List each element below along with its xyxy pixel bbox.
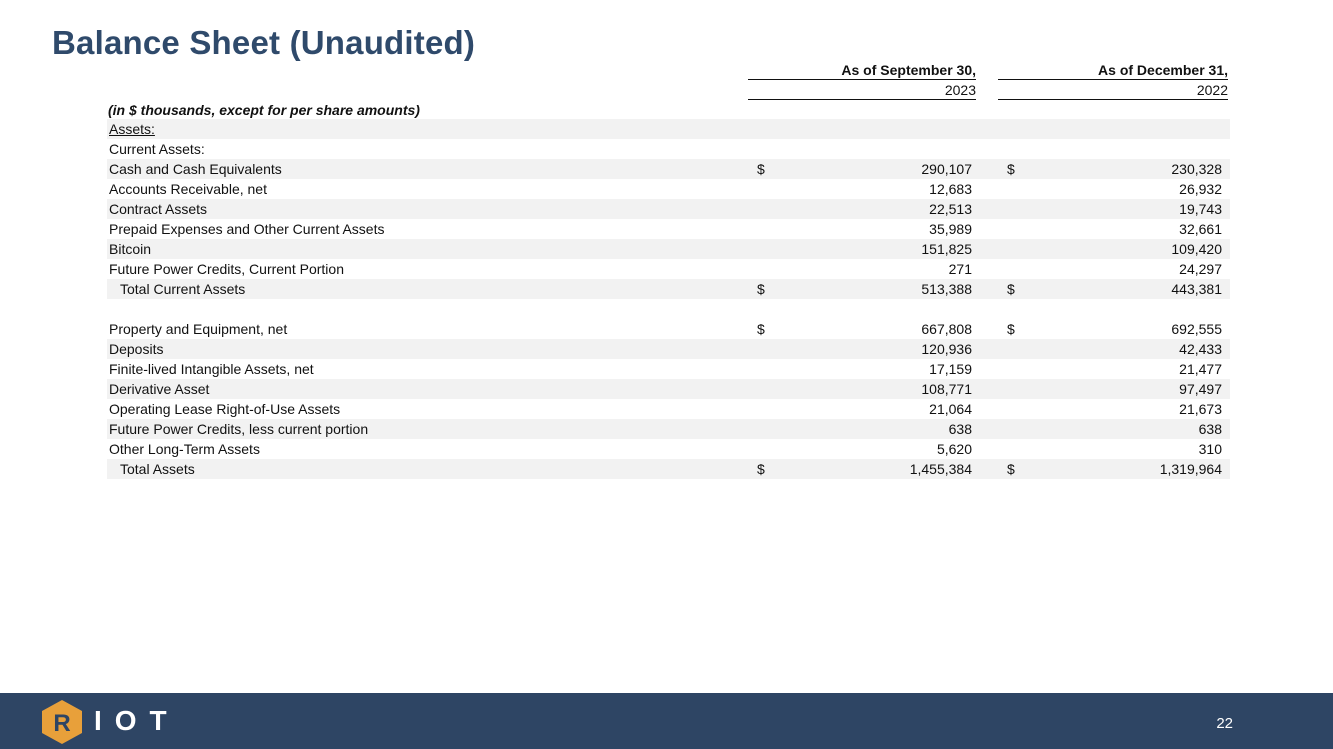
value-2022: 310 bbox=[1198, 441, 1222, 457]
table-row bbox=[107, 199, 1230, 219]
table-row bbox=[107, 119, 1230, 139]
logo-letter: R bbox=[53, 710, 71, 737]
row-label: Future Power Credits, Current Portion bbox=[109, 261, 344, 277]
table-row bbox=[107, 179, 1230, 199]
table-row bbox=[107, 379, 1230, 399]
value-2023: 22,513 bbox=[929, 201, 972, 217]
value-2023: 17,159 bbox=[929, 361, 972, 377]
header-rule bbox=[748, 79, 976, 80]
table-row bbox=[107, 319, 1230, 339]
value-2023: 638 bbox=[948, 421, 972, 437]
column-year-2022: 2022 bbox=[1196, 82, 1228, 98]
row-label: Derivative Asset bbox=[109, 381, 210, 397]
currency-symbol: $ bbox=[1007, 281, 1015, 297]
value-2023: 151,825 bbox=[921, 241, 972, 257]
table-row bbox=[107, 419, 1230, 439]
table-row bbox=[107, 239, 1230, 259]
value-2023: 1,455,384 bbox=[909, 461, 972, 477]
table-row bbox=[107, 339, 1230, 359]
header-rule bbox=[998, 79, 1228, 80]
currency-symbol: $ bbox=[757, 321, 765, 337]
value-2023: 108,771 bbox=[921, 381, 972, 397]
value-2023: 271 bbox=[948, 261, 972, 277]
units-note: (in $ thousands, except for per share amounts) bbox=[108, 102, 420, 118]
table-row bbox=[107, 359, 1230, 379]
riot-logo-icon bbox=[40, 699, 84, 745]
value-2022: 97,497 bbox=[1179, 381, 1222, 397]
currency-symbol: $ bbox=[1007, 321, 1015, 337]
column-year-2023: 2023 bbox=[944, 82, 976, 98]
value-2022: 443,381 bbox=[1171, 281, 1222, 297]
year-rule bbox=[748, 99, 976, 100]
value-2022: 32,661 bbox=[1179, 221, 1222, 237]
table-row-spacer bbox=[107, 299, 1230, 319]
value-2022: 26,932 bbox=[1179, 181, 1222, 197]
currency-symbol: $ bbox=[757, 461, 765, 477]
row-label: Other Long-Term Assets bbox=[109, 441, 260, 457]
value-2022: 42,433 bbox=[1179, 341, 1222, 357]
currency-symbol: $ bbox=[757, 281, 765, 297]
row-label: Accounts Receivable, net bbox=[109, 181, 267, 197]
value-2023: 667,808 bbox=[921, 321, 972, 337]
value-2022: 1,319,964 bbox=[1159, 461, 1222, 477]
table-row bbox=[107, 219, 1230, 239]
value-2022: 19,743 bbox=[1179, 201, 1222, 217]
table-row bbox=[107, 159, 1230, 179]
value-2022: 24,297 bbox=[1179, 261, 1222, 277]
logo-text: IOT bbox=[94, 705, 180, 736]
value-2023: 513,388 bbox=[921, 281, 972, 297]
row-label: Contract Assets bbox=[109, 201, 208, 217]
row-label: Assets: bbox=[109, 121, 155, 137]
table-row-total bbox=[107, 459, 1230, 479]
row-label: Finite-lived Intangible Assets, net bbox=[109, 361, 314, 377]
table-row bbox=[107, 139, 1230, 159]
table-row bbox=[107, 439, 1230, 459]
value-2022: 109,420 bbox=[1171, 241, 1222, 257]
value-2022: 230,328 bbox=[1171, 161, 1222, 177]
balance-sheet-table bbox=[107, 119, 1230, 479]
row-label: Operating Lease Right-of-Use Assets bbox=[109, 401, 341, 417]
row-label: Prepaid Expenses and Other Current Assets bbox=[109, 221, 385, 237]
footer-bar bbox=[0, 693, 1333, 749]
currency-symbol: $ bbox=[757, 161, 765, 177]
value-2022: 638 bbox=[1198, 421, 1222, 437]
value-2023: 21,064 bbox=[929, 401, 972, 417]
value-2023: 35,989 bbox=[929, 221, 972, 237]
row-label: Bitcoin bbox=[109, 241, 152, 257]
page-title: Balance Sheet (Unaudited) bbox=[52, 24, 476, 61]
value-2023: 12,683 bbox=[929, 181, 972, 197]
currency-symbol: $ bbox=[1007, 461, 1015, 477]
row-label: Deposits bbox=[109, 341, 164, 357]
row-label: Current Assets: bbox=[109, 141, 205, 157]
column-header-dec-2022: As of December 31, bbox=[1098, 62, 1228, 78]
table-row bbox=[107, 399, 1230, 419]
value-2023: 120,936 bbox=[921, 341, 972, 357]
year-rule bbox=[998, 99, 1228, 100]
value-2023: 290,107 bbox=[921, 161, 972, 177]
value-2022: 692,555 bbox=[1171, 321, 1222, 337]
row-label: Property and Equipment, net bbox=[109, 321, 288, 337]
page-number: 22 bbox=[1216, 715, 1233, 732]
currency-symbol: $ bbox=[1007, 161, 1015, 177]
value-2023: 5,620 bbox=[936, 441, 972, 457]
row-label: Total Current Assets bbox=[120, 281, 246, 297]
table-row bbox=[107, 259, 1230, 279]
table-row-total bbox=[107, 279, 1230, 299]
column-header-sep-2023: As of September 30, bbox=[841, 62, 976, 78]
row-label: Total Assets bbox=[120, 461, 195, 477]
value-2022: 21,477 bbox=[1179, 361, 1222, 377]
row-label: Cash and Cash Equivalents bbox=[109, 161, 282, 177]
value-2022: 21,673 bbox=[1179, 401, 1222, 417]
row-label: Future Power Credits, less current portion bbox=[109, 421, 369, 437]
